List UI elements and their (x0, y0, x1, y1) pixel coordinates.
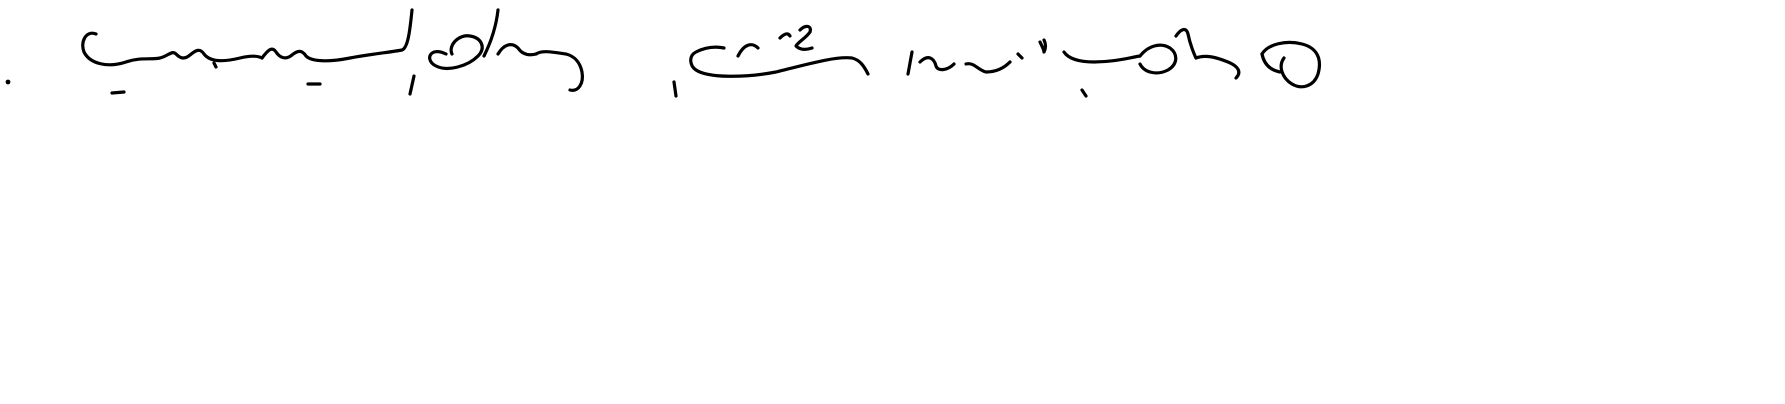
word-sahibuh (1064, 30, 1319, 96)
word-an (908, 52, 954, 74)
stray-dot (6, 80, 11, 85)
word-almarhala (410, 10, 582, 94)
word-taghayyarat (674, 26, 868, 96)
comma-mark (1040, 40, 1046, 52)
word-alsiyasiya (83, 10, 412, 93)
word-baad (966, 54, 1022, 72)
